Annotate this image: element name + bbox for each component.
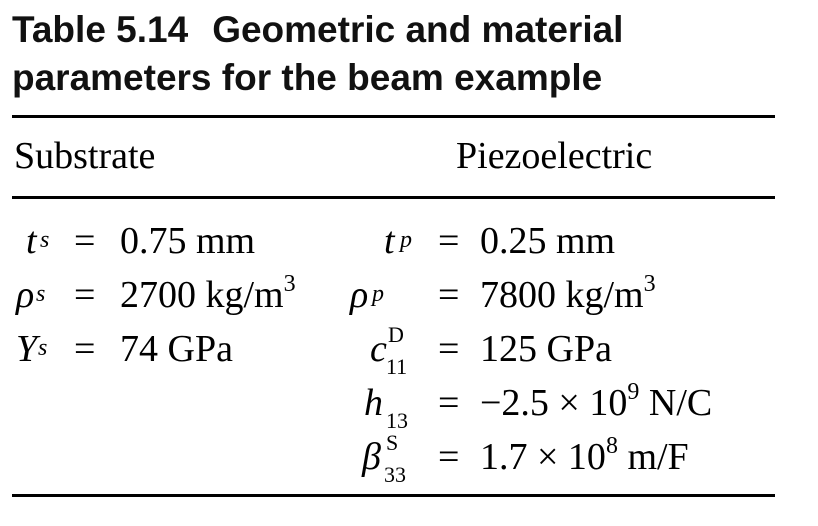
header-substrate: Substrate <box>14 135 156 177</box>
param-value: 74 GPa <box>120 328 233 370</box>
param-symbol: t <box>384 220 395 262</box>
param-superscript: D <box>388 322 404 347</box>
param-symbol: Y <box>16 328 38 370</box>
equals-sign: = <box>438 274 460 316</box>
equals-sign: = <box>74 328 96 370</box>
param-value: −2.5 × 10 <box>480 382 628 424</box>
param-symbol: t <box>26 220 37 262</box>
bottom-rule <box>12 494 775 497</box>
param-exponent: 9 <box>627 379 640 405</box>
header-rule <box>12 196 775 199</box>
equals-sign: = <box>438 220 460 262</box>
header-piezoelectric: Piezoelectric <box>456 135 653 177</box>
param-unit: m/F <box>617 436 689 478</box>
param-value: 0.75 mm <box>120 220 256 262</box>
param-subscript: 33 <box>384 462 406 487</box>
param-value: 125 GPa <box>480 328 612 370</box>
table-title: Geometric and material parameters for the beam example <box>12 9 624 98</box>
equals-sign: = <box>438 328 460 370</box>
param-symbol: c <box>370 328 387 370</box>
param-value: 2700 kg/m <box>120 274 284 316</box>
equals-sign: = <box>438 436 460 478</box>
param-symbol: ρ <box>16 274 35 316</box>
param-symbol: ρ <box>350 274 369 316</box>
top-rule <box>12 115 775 118</box>
param-value: 7800 kg/m <box>480 274 644 316</box>
param-subscript: 13 <box>386 408 408 433</box>
param-value: 0.25 mm <box>480 220 616 262</box>
param-exponent: 8 <box>605 433 618 459</box>
param-unit: N/C <box>639 382 713 424</box>
param-value: 1.7 × 10 <box>480 436 606 478</box>
equals-sign: = <box>74 274 96 316</box>
table-caption <box>12 6 792 102</box>
param-superscript: S <box>386 430 399 455</box>
equals-sign: = <box>438 382 460 424</box>
equals-sign: = <box>74 220 96 262</box>
param-superscript: 3 <box>643 271 656 297</box>
param-subscript: 11 <box>386 354 408 379</box>
param-symbol: h <box>364 382 383 424</box>
param-superscript: 3 <box>283 271 296 297</box>
param-symbol: β <box>362 436 381 478</box>
table-number: Table 5.14 <box>12 9 189 50</box>
